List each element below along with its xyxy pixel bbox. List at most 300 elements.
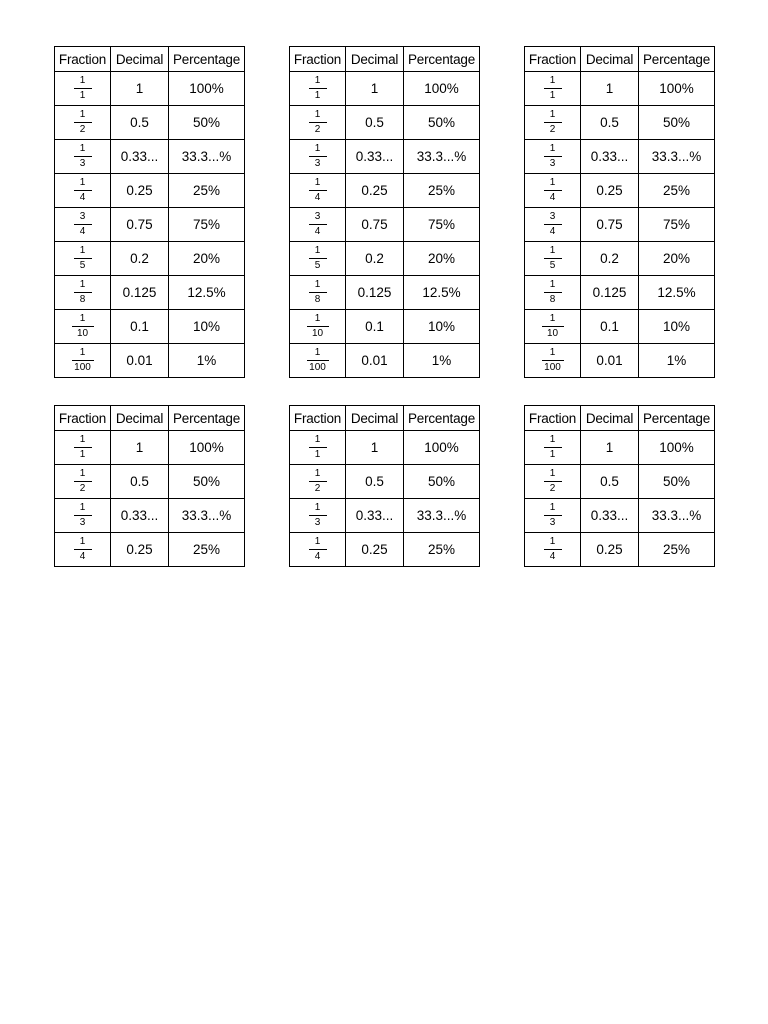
fraction [544,246,562,271]
percentage-header: Percentage [169,406,245,431]
fraction-numerator: 1 [549,313,556,324]
fraction-cell [290,276,346,310]
fraction-denominator: 1 [79,90,86,101]
fraction-denominator: 4 [314,226,321,237]
fraction-cell [55,276,111,310]
fraction-bar [74,549,92,550]
fraction-cell [290,344,346,378]
fraction-denominator: 3 [314,517,321,528]
table-body [55,72,245,378]
fraction-cell [55,465,111,499]
table-row [525,465,715,499]
percentage-cell: 50% [404,465,480,499]
fraction [544,110,562,135]
fraction-bar [542,360,564,361]
fraction-denominator: 2 [79,124,86,135]
fraction-numerator: 1 [79,313,86,324]
fraction-bar [74,122,92,123]
decimal-cell: 0.33... [111,499,169,533]
fraction-numerator: 1 [79,468,86,479]
fraction-bar [309,190,327,191]
decimal-cell: 1 [111,72,169,106]
fraction [309,503,327,528]
percentage-cell: 75% [639,208,715,242]
fraction-bar [544,258,562,259]
fraction [74,212,92,237]
fraction-numerator: 1 [549,109,556,120]
fraction-cell [55,174,111,208]
fraction-cell [55,431,111,465]
decimal-cell: 0.25 [111,533,169,567]
percentage-cell: 10% [404,310,480,344]
fraction-bar [309,156,327,157]
decimal-cell: 0.5 [346,106,404,140]
fraction-header: Fraction [55,47,111,72]
percentage-cell: 50% [169,106,245,140]
fraction-bar [74,258,92,259]
table-row [55,310,245,344]
percentage-cell: 25% [404,174,480,208]
fraction-denominator: 10 [311,328,324,339]
decimal-cell: 0.2 [111,242,169,276]
table-row [525,499,715,533]
fraction-numerator: 1 [314,347,321,358]
percentage-cell: 33.3...% [169,499,245,533]
fraction-denominator: 4 [549,551,556,562]
fraction [544,212,562,237]
table-row [55,208,245,242]
fraction-denominator: 3 [79,158,86,169]
fraction [544,503,562,528]
table-row [55,344,245,378]
fraction-table-6 [524,405,715,567]
fraction [74,246,92,271]
percentage-header: Percentage [404,47,480,72]
fraction [309,76,327,101]
fraction-numerator: 1 [79,143,86,154]
percentage-cell: 75% [404,208,480,242]
decimal-cell: 1 [111,431,169,465]
fraction-table-2 [289,46,480,378]
fraction-cell [525,106,581,140]
decimal-cell: 0.5 [111,106,169,140]
fraction-cell [290,242,346,276]
table-row [290,499,480,533]
fraction-cell [525,72,581,106]
fraction-bar [544,156,562,157]
table-row [525,276,715,310]
fraction-denominator: 10 [76,328,89,339]
decimal-cell: 0.25 [346,174,404,208]
fraction [309,212,327,237]
fraction [74,110,92,135]
table-row [290,276,480,310]
table-header [525,406,715,431]
decimal-cell: 0.1 [346,310,404,344]
fraction-cell [290,174,346,208]
percentage-cell: 33.3...% [639,499,715,533]
fraction [74,76,92,101]
decimal-cell: 0.1 [111,310,169,344]
fraction [309,537,327,562]
fraction-table-3 [524,46,715,378]
table-body [525,431,715,567]
percentage-cell: 20% [404,242,480,276]
fraction-numerator: 1 [314,245,321,256]
fraction-denominator: 8 [314,294,321,305]
fraction-cell [525,465,581,499]
table-row [525,106,715,140]
percentage-cell: 1% [639,344,715,378]
header-row [55,406,245,431]
decimal-cell: 0.25 [111,174,169,208]
fraction-bar [309,88,327,89]
percentage-cell: 33.3...% [639,140,715,174]
fraction-denominator: 4 [314,192,321,203]
fraction-bar [72,360,94,361]
fraction-cell [290,106,346,140]
table-row [290,533,480,567]
decimal-cell: 0.5 [581,106,639,140]
percentage-cell: 20% [169,242,245,276]
percentage-header: Percentage [404,406,480,431]
fraction-bar [544,224,562,225]
fraction-bar [74,447,92,448]
table-row [55,465,245,499]
table-row [525,140,715,174]
fraction-denominator: 2 [79,483,86,494]
fraction [309,144,327,169]
fraction-numerator: 1 [549,434,556,445]
percentage-cell: 10% [639,310,715,344]
percentage-cell: 25% [639,533,715,567]
percentage-cell: 12.5% [169,276,245,310]
percentage-cell: 12.5% [404,276,480,310]
fraction-cell [525,310,581,344]
decimal-cell: 0.75 [581,208,639,242]
fraction-denominator: 1 [314,90,321,101]
percentage-cell: 33.3...% [169,140,245,174]
percentage-cell: 50% [639,106,715,140]
table-header [290,406,480,431]
decimal-header: Decimal [111,406,169,431]
table-row [290,208,480,242]
decimal-cell: 0.75 [111,208,169,242]
decimal-cell: 0.1 [581,310,639,344]
fraction-bar [544,190,562,191]
fraction-bar [309,122,327,123]
fraction-numerator: 1 [79,434,86,445]
fraction-denominator: 4 [79,551,86,562]
decimal-header: Decimal [581,406,639,431]
fraction-bar [309,292,327,293]
fraction-denominator: 2 [549,483,556,494]
fraction-numerator: 3 [79,211,86,222]
fraction-numerator: 1 [314,434,321,445]
fraction-bar [309,515,327,516]
fraction [544,178,562,203]
decimal-cell: 0.33... [111,140,169,174]
percentage-cell: 20% [639,242,715,276]
fraction-bar [544,292,562,293]
fraction [74,280,92,305]
fraction-header: Fraction [55,406,111,431]
decimal-cell: 1 [581,431,639,465]
fraction-cell [525,242,581,276]
fraction-numerator: 1 [314,313,321,324]
fraction-numerator: 1 [79,177,86,188]
fraction-numerator: 1 [549,347,556,358]
decimal-cell: 1 [581,72,639,106]
percentage-cell: 50% [404,106,480,140]
table-row [290,344,480,378]
fraction [542,348,564,373]
fraction-cell [55,310,111,344]
fraction-numerator: 1 [314,502,321,513]
fraction-bar [309,549,327,550]
fraction-numerator: 1 [549,468,556,479]
fraction-cell [55,140,111,174]
table-row [55,140,245,174]
fraction-denominator: 8 [79,294,86,305]
decimal-cell: 0.33... [581,140,639,174]
decimal-cell: 0.25 [346,533,404,567]
percentage-cell: 25% [169,533,245,567]
fraction-bar [307,326,329,327]
table-row [290,72,480,106]
fraction-denominator: 4 [549,192,556,203]
decimal-cell: 0.25 [581,533,639,567]
fraction-numerator: 1 [314,279,321,290]
table-row [290,431,480,465]
fraction-cell [525,208,581,242]
fraction-bar [309,224,327,225]
decimal-header: Decimal [111,47,169,72]
decimal-cell: 0.01 [581,344,639,378]
fraction [544,435,562,460]
table-row [55,276,245,310]
table-header [290,47,480,72]
table-row [55,174,245,208]
header-row [290,406,480,431]
table-row [525,344,715,378]
fraction-numerator: 1 [314,468,321,479]
fraction-cell [55,344,111,378]
fraction-header: Fraction [525,406,581,431]
table-row [55,72,245,106]
decimal-cell: 0.2 [581,242,639,276]
fraction-denominator: 100 [74,362,91,373]
decimal-cell: 1 [346,72,404,106]
decimal-cell: 0.5 [346,465,404,499]
table-row [525,533,715,567]
fraction-cell [55,208,111,242]
fraction-numerator: 1 [314,75,321,86]
fraction-bar [544,88,562,89]
table-row [525,242,715,276]
fraction-bar [544,122,562,123]
table-row [55,499,245,533]
fraction [74,144,92,169]
percentage-header: Percentage [169,47,245,72]
table-row [290,174,480,208]
fraction-denominator: 10 [546,328,559,339]
fraction-cell [290,208,346,242]
percentage-cell: 1% [404,344,480,378]
fraction [544,76,562,101]
fraction-numerator: 1 [79,502,86,513]
percentage-cell: 100% [404,72,480,106]
decimal-cell: 0.33... [346,140,404,174]
fraction-denominator: 4 [314,551,321,562]
fraction-cell [525,276,581,310]
decimal-cell: 1 [346,431,404,465]
fraction-bar [74,515,92,516]
table-row [55,533,245,567]
fraction-numerator: 1 [314,109,321,120]
fraction-numerator: 1 [314,143,321,154]
decimal-cell: 0.125 [346,276,404,310]
fraction-table-5 [289,405,480,567]
fraction-cell [55,72,111,106]
fraction [542,314,564,339]
fraction-denominator: 2 [314,124,321,135]
fraction-denominator: 1 [549,449,556,460]
fraction-cell [55,242,111,276]
percentage-header: Percentage [639,406,715,431]
fraction-numerator: 1 [79,347,86,358]
decimal-cell: 0.33... [581,499,639,533]
decimal-header: Decimal [346,406,404,431]
fraction-denominator: 3 [79,517,86,528]
fraction-cell [290,140,346,174]
percentage-cell: 1% [169,344,245,378]
fraction-bar [74,190,92,191]
table-row [290,140,480,174]
table-header [55,406,245,431]
percentage-cell: 50% [169,465,245,499]
fraction-cell [290,465,346,499]
fraction-bar [74,156,92,157]
fraction-bar [307,360,329,361]
fraction-table-1 [54,46,245,378]
fraction-bar [74,481,92,482]
fraction [309,246,327,271]
fraction-cell [290,533,346,567]
decimal-cell: 0.25 [581,174,639,208]
fraction-numerator: 3 [314,211,321,222]
decimal-cell: 0.125 [581,276,639,310]
percentage-cell: 25% [169,174,245,208]
percentage-cell: 25% [639,174,715,208]
fraction [72,314,94,339]
fraction-cell [525,174,581,208]
fraction-bar [544,447,562,448]
fraction-denominator: 3 [314,158,321,169]
fraction-cell [55,533,111,567]
fraction-bar [74,88,92,89]
fraction [309,280,327,305]
percentage-cell: 75% [169,208,245,242]
fraction [74,435,92,460]
fraction-bar [74,292,92,293]
fraction-denominator: 5 [314,260,321,271]
fraction [74,537,92,562]
fraction-bar [542,326,564,327]
fraction-cell [290,72,346,106]
percentage-cell: 25% [404,533,480,567]
table-body [290,72,480,378]
fraction-numerator: 1 [79,75,86,86]
table-row [290,465,480,499]
decimal-header: Decimal [346,47,404,72]
table-row [525,208,715,242]
fraction-denominator: 4 [79,192,86,203]
decimal-header: Decimal [581,47,639,72]
fraction-table-4 [54,405,245,567]
percentage-cell: 33.3...% [404,140,480,174]
fraction-bar [309,481,327,482]
header-row [525,406,715,431]
table-body [525,72,715,378]
fraction-header: Fraction [290,406,346,431]
percentage-cell: 100% [169,431,245,465]
fraction-bar [74,224,92,225]
fraction [544,144,562,169]
fraction-numerator: 1 [314,177,321,188]
percentage-cell: 33.3...% [404,499,480,533]
fraction-bar [544,481,562,482]
fraction-header: Fraction [525,47,581,72]
fraction-numerator: 1 [549,502,556,513]
fraction-numerator: 1 [549,536,556,547]
fraction [74,469,92,494]
fraction-numerator: 3 [549,211,556,222]
fraction [309,110,327,135]
fraction [309,435,327,460]
fraction-cell [525,499,581,533]
fraction-bar [544,515,562,516]
fraction [544,280,562,305]
table-row [525,431,715,465]
fraction-denominator: 5 [79,260,86,271]
fraction-numerator: 1 [549,245,556,256]
decimal-cell: 0.5 [581,465,639,499]
fraction-denominator: 4 [79,226,86,237]
table-body [290,431,480,567]
percentage-cell: 100% [639,72,715,106]
table-row [290,242,480,276]
table-row [525,174,715,208]
fraction-bar [309,447,327,448]
table-row [290,310,480,344]
header-row [55,47,245,72]
fraction-cell [525,140,581,174]
table-row [525,310,715,344]
fraction-denominator: 3 [549,517,556,528]
fraction-denominator: 100 [544,362,561,373]
fraction-numerator: 1 [549,279,556,290]
decimal-cell: 0.125 [111,276,169,310]
table-row [55,106,245,140]
percentage-header: Percentage [639,47,715,72]
fraction [74,178,92,203]
fraction-header: Fraction [290,47,346,72]
fraction-numerator: 1 [79,279,86,290]
fraction-denominator: 5 [549,260,556,271]
fraction-cell [525,431,581,465]
decimal-cell: 0.2 [346,242,404,276]
